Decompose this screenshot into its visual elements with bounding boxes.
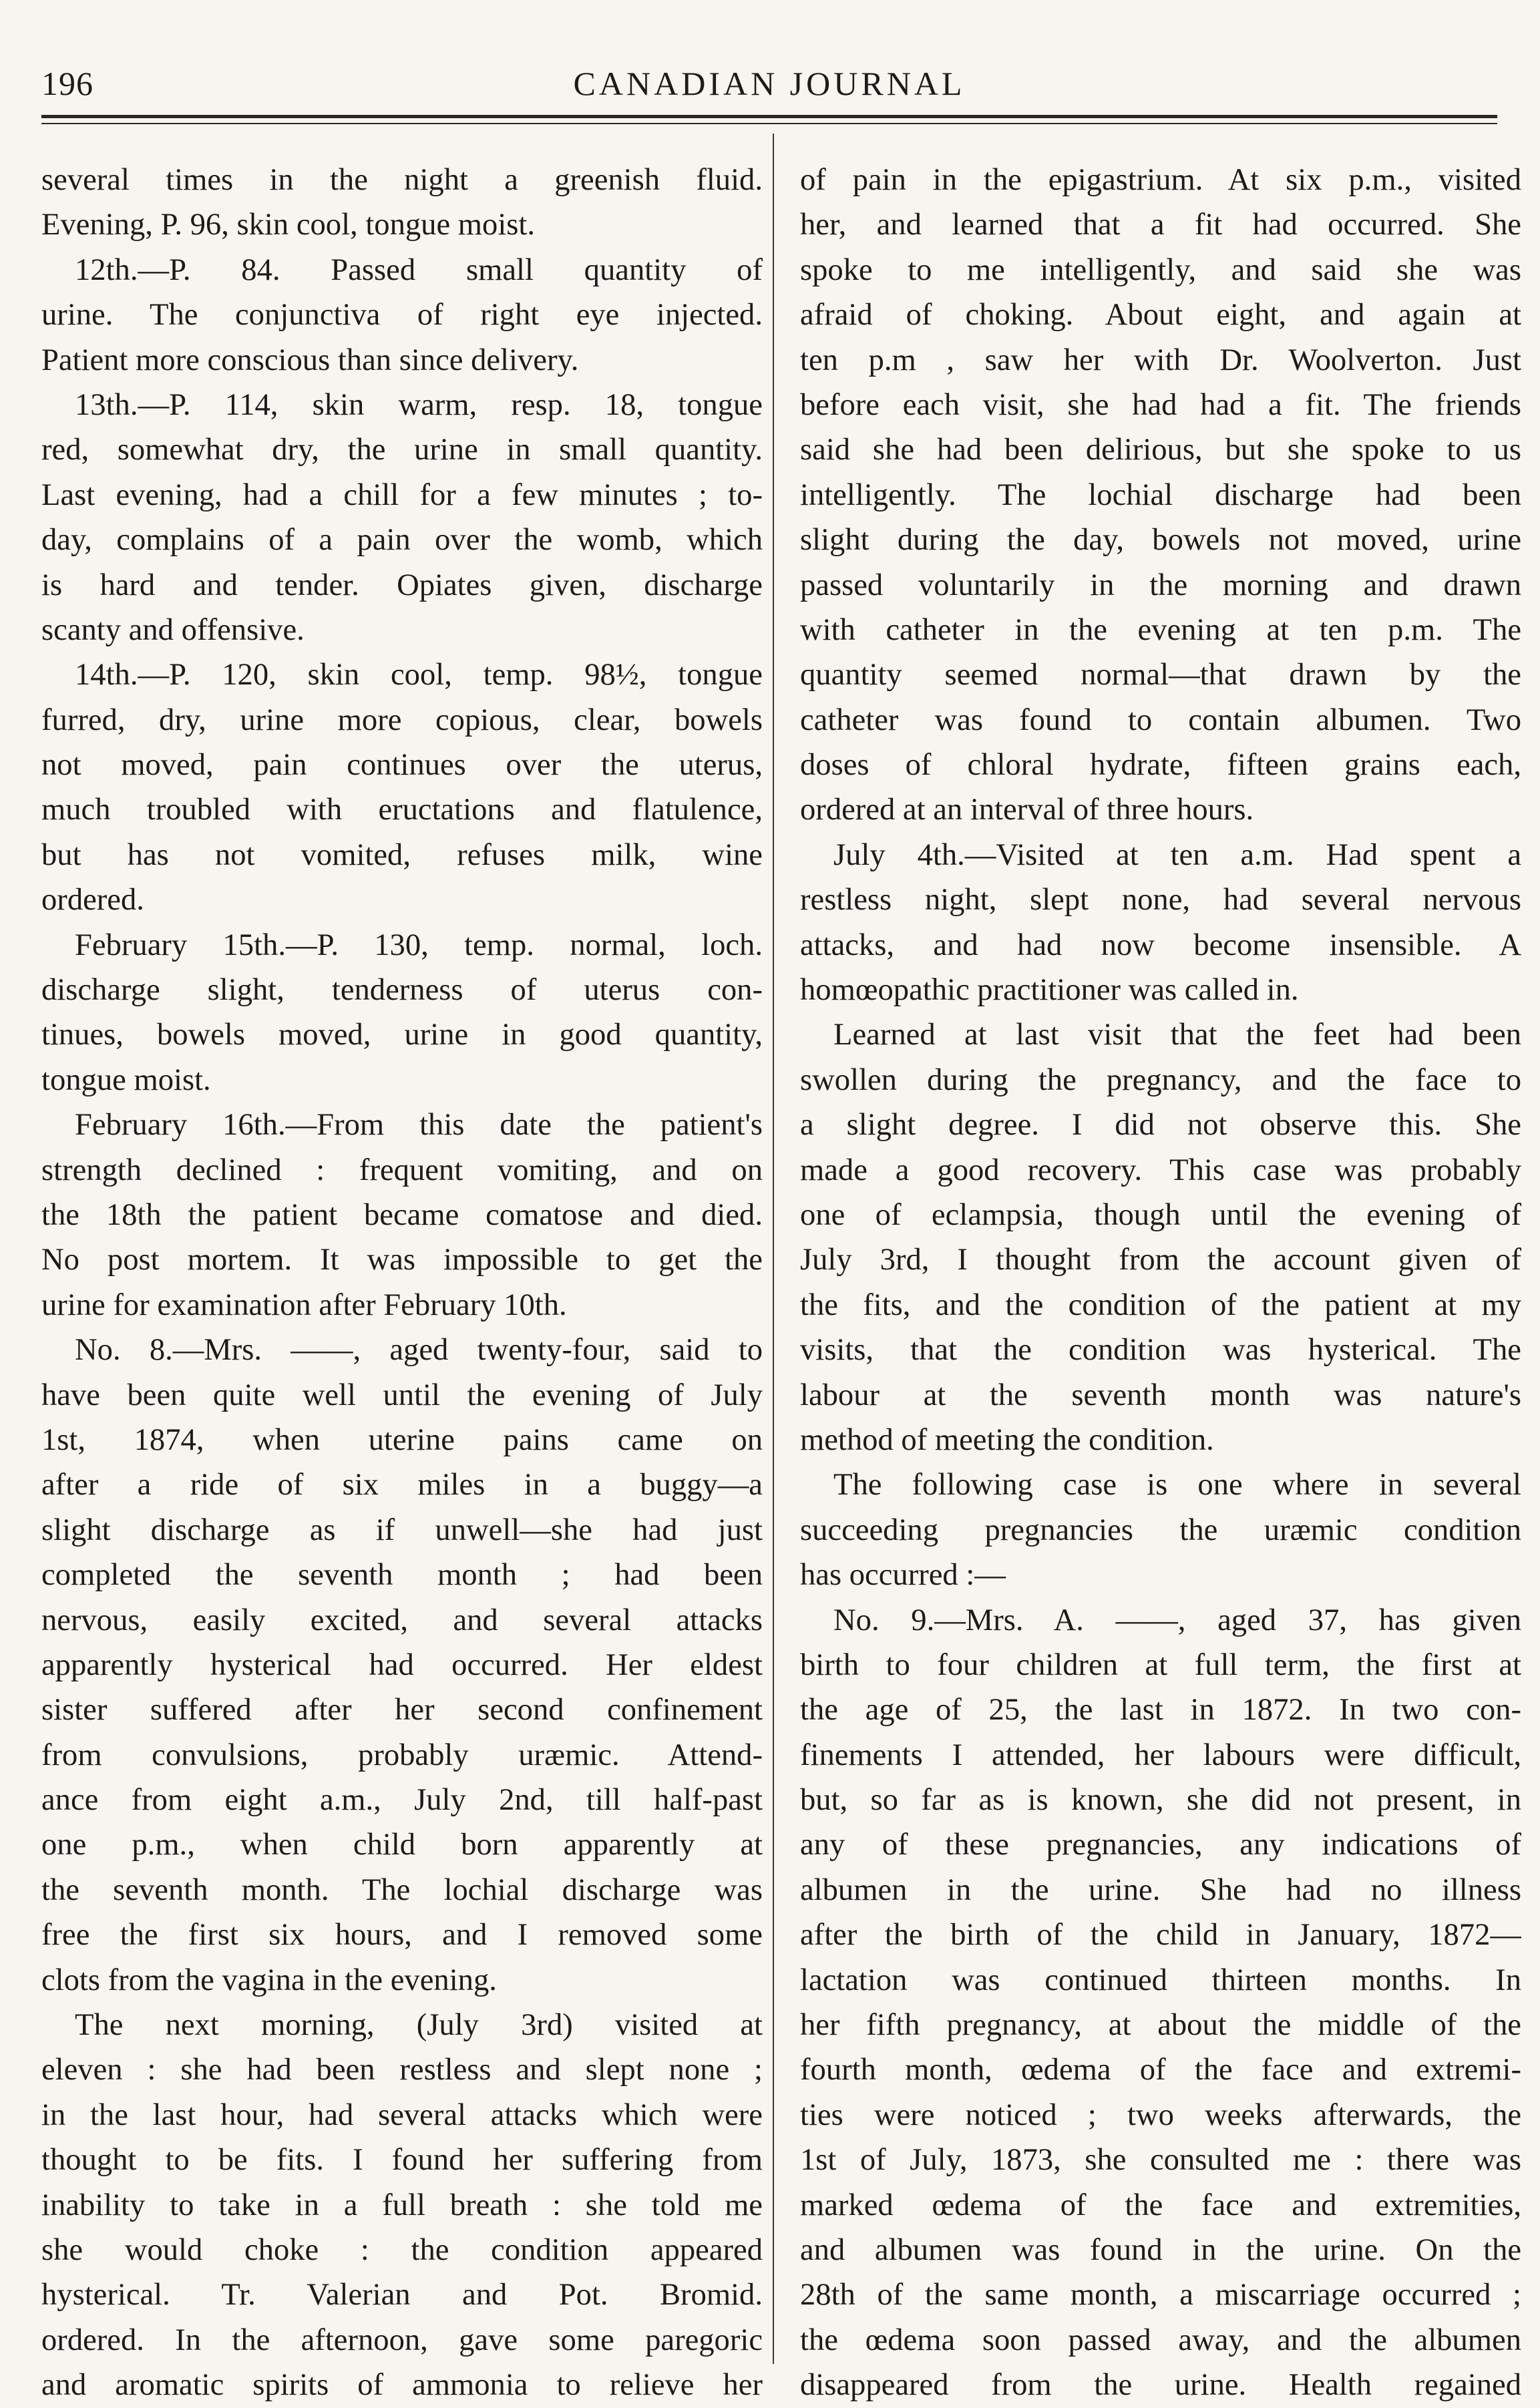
text-line: Learned at last visit that the feet had been — [833, 1017, 1521, 1052]
text-line: 1st of July, 1873, she consulted me : there was — [800, 2142, 1521, 2178]
text-line: slight discharge as if unwell—she had just — [41, 1512, 763, 1547]
text-line: and albumen was found in the urine. On the — [800, 2232, 1521, 2267]
text-line: 1st, 1874, when uterine pains came on — [41, 1422, 763, 1457]
text-line: swollen during the pregnancy, and the face to — [800, 1062, 1521, 1097]
text-line: ordered. — [41, 882, 144, 918]
text-line: February 15th.—P. 130, temp. normal, loch. — [75, 927, 763, 962]
text-line: furred, dry, urine more copious, clear, bowels — [41, 702, 763, 737]
text-line: sister suffered after her second confinement — [41, 1692, 763, 1728]
text-line: clots from the vagina in the evening. — [41, 1962, 497, 1997]
text-line: visits, that the condition was hysterical. The — [800, 1332, 1521, 1368]
text-line: her fifth pregnancy, at about the middle of the — [800, 2007, 1521, 2043]
text-line: said she had been delirious, but she spoke to us — [800, 432, 1521, 467]
text-line: has occurred :— — [800, 1557, 1006, 1593]
text-line: urine. The conjunctiva of right eye injected. — [41, 297, 763, 333]
text-line: not moved, pain continues over the uterus, — [41, 747, 763, 783]
text-line: free the first six hours, and I removed some — [41, 1917, 763, 1953]
text-line: ordered at an interval of three hours. — [800, 792, 1254, 827]
text-line: The next morning, (July 3rd) visited at — [75, 2007, 763, 2043]
text-line: with catheter in the evening at ten p.m. The — [800, 612, 1521, 647]
text-line: The following case is one where in several — [833, 1467, 1521, 1502]
text-line: doses of chloral hydrate, fifteen grains each, — [800, 747, 1521, 783]
text-line: is hard and tender. Opiates given, discharge — [41, 567, 763, 602]
text-line: the seventh month. The lochial discharge was — [41, 1872, 763, 1907]
text-line: February 16th.—From this date the patient's — [75, 1107, 763, 1143]
text-line: Patient more conscious than since delivery. — [41, 342, 579, 377]
text-line: ties were noticed ; two weeks afterwards, the — [800, 2097, 1521, 2132]
text-line: 13th.—P. 114, skin warm, resp. 18, tongue — [75, 387, 763, 422]
text-line: before each visit, she had had a fit. The friends — [800, 387, 1521, 422]
text-line: Last evening, had a chill for a few minutes ; to- — [41, 477, 763, 512]
text-line: the œdema soon passed away, and the albumen — [800, 2322, 1521, 2357]
text-line: a slight degree. I did not observe this. She — [800, 1107, 1521, 1143]
text-line: No. 9.—Mrs. A. ——, aged 37, has given — [833, 1602, 1521, 1637]
text-line: ance from eight a.m., July 2nd, till half-past — [41, 1782, 763, 1818]
text-line: any of these pregnancies, any indications of — [800, 1827, 1521, 1862]
column-divider — [773, 134, 774, 2364]
text-line: labour at the seventh month was nature's — [800, 1377, 1521, 1412]
text-line: apparently hysterical had occurred. Her eldest — [41, 1647, 763, 1682]
header-rule-thick — [41, 115, 1497, 118]
text-line: after the birth of the child in January, 1872— — [800, 1917, 1521, 1953]
text-line: after a ride of six miles in a buggy—a — [41, 1467, 763, 1502]
text-line: tongue moist. — [41, 1062, 211, 1097]
text-line: her, and learned that a fit had occurred. She — [800, 207, 1521, 242]
text-line: passed voluntarily in the morning and drawn — [800, 567, 1521, 602]
text-line: disappeared from the urine. Health regained — [800, 2367, 1521, 2403]
text-line: birth to four children at full term, the first at — [800, 1647, 1521, 1682]
text-line: tinues, bowels moved, urine in good quantity, — [41, 1017, 763, 1052]
text-line: July 4th.—Visited at ten a.m. Had spent a — [833, 837, 1521, 872]
text-line: nervous, easily excited, and several attacks — [41, 1602, 763, 1637]
left-column — [41, 158, 763, 2408]
text-line: in the last hour, had several attacks which were — [41, 2097, 763, 2132]
text-line: 28th of the same month, a miscarriage occurred ; — [800, 2277, 1521, 2313]
text-line: but, so far as is known, she did not present, in — [800, 1782, 1521, 1818]
text-line: of pain in the epigastrium. At six p.m., visited — [800, 162, 1521, 197]
text-line: inability to take in a full breath : she told me — [41, 2187, 763, 2222]
text-line: fourth month, œdema of the face and extremi- — [800, 2052, 1521, 2087]
text-line: spoke to me intelligently, and said she was — [800, 252, 1521, 287]
text-line: have been quite well until the evening of July — [41, 1377, 763, 1412]
text-line: No. 8.—Mrs. ——, aged twenty-four, said to — [75, 1332, 763, 1368]
text-line: restless night, slept none, had several nervous — [800, 882, 1521, 918]
text-line: No post mortem. It was impossible to get the — [41, 1242, 763, 1277]
text-line: but has not vomited, refuses milk, wine — [41, 837, 763, 872]
text-line: from convulsions, probably uræmic. Attend- — [41, 1737, 763, 1772]
text-line: the age of 25, the last in 1872. In two con- — [800, 1692, 1521, 1728]
text-line: completed the seventh month ; had been — [41, 1557, 763, 1593]
text-line: hysterical. Tr. Valerian and Pot. Bromid. — [41, 2277, 763, 2313]
text-line: 14th.—P. 120, skin cool, temp. 98½, tongue — [75, 657, 763, 692]
text-line: marked œdema of the face and extremities, — [800, 2187, 1521, 2222]
text-line: eleven : she had been restless and slept none ; — [41, 2052, 763, 2087]
text-line: urine for examination after February 10th. — [41, 1287, 567, 1322]
text-line: she would choke : the condition appeared — [41, 2232, 763, 2267]
text-line: and aromatic spirits of ammonia to relieve her — [41, 2367, 763, 2403]
text-line: Evening, P. 96, skin cool, tongue moist. — [41, 207, 536, 242]
text-line: strength declined : frequent vomiting, and on — [41, 1152, 763, 1187]
text-line: much troubled with eructations and flatulence, — [41, 792, 763, 827]
right-column — [800, 158, 1521, 2408]
text-line: made a good recovery. This case was probably — [800, 1152, 1521, 1187]
page-number: 196 — [41, 65, 93, 102]
text-line: 12th.—P. 84. Passed small quantity of — [75, 252, 763, 287]
text-line: July 3rd, I thought from the account given of — [800, 1242, 1521, 1277]
running-head: CANADIAN JOURNAL — [573, 65, 966, 102]
text-line: finements I attended, her labours were difficult, — [800, 1737, 1521, 1772]
text-line: lactation was continued thirteen months. In — [800, 1962, 1521, 1997]
text-line: thought to be fits. I found her suffering from — [41, 2142, 763, 2178]
text-line: catheter was found to contain albumen. Two — [800, 702, 1521, 737]
text-line: the 18th the patient became comatose and died. — [41, 1197, 763, 1232]
text-line: succeeding pregnancies the uræmic condition — [800, 1512, 1521, 1547]
text-line: red, somewhat dry, the urine in small quantity. — [41, 432, 763, 467]
text-line: day, complains of a pain over the womb, which — [41, 522, 763, 558]
text-line: afraid of choking. About eight, and again at — [800, 297, 1521, 333]
text-line: ordered. In the afternoon, gave some paregoric — [41, 2322, 763, 2357]
text-line: scanty and offensive. — [41, 612, 305, 647]
text-line: method of meeting the condition. — [800, 1422, 1214, 1457]
text-line: several times in the night a greenish fluid. — [41, 162, 763, 197]
text-line: albumen in the urine. She had no illness — [800, 1872, 1521, 1907]
text-line: homœopathic practitioner was called in. — [800, 972, 1299, 1008]
text-line: quantity seemed normal—that drawn by the — [800, 657, 1521, 692]
header-rule-thin — [41, 123, 1497, 124]
text-line: attacks, and had now become insensible. A — [800, 927, 1521, 962]
text-line: the fits, and the condition of the patient at my — [800, 1287, 1521, 1322]
text-line: slight during the day, bowels not moved, urine — [800, 522, 1521, 558]
page-header — [41, 59, 1497, 119]
text-line: one of eclampsia, though until the evening of — [800, 1197, 1521, 1232]
text-line: intelligently. The lochial discharge had been — [800, 477, 1521, 512]
text-line: ten p.m , saw her with Dr. Woolverton. Just — [800, 342, 1521, 377]
text-line: one p.m., when child born apparently at — [41, 1827, 763, 1862]
text-line: discharge slight, tenderness of uterus con- — [41, 972, 763, 1008]
